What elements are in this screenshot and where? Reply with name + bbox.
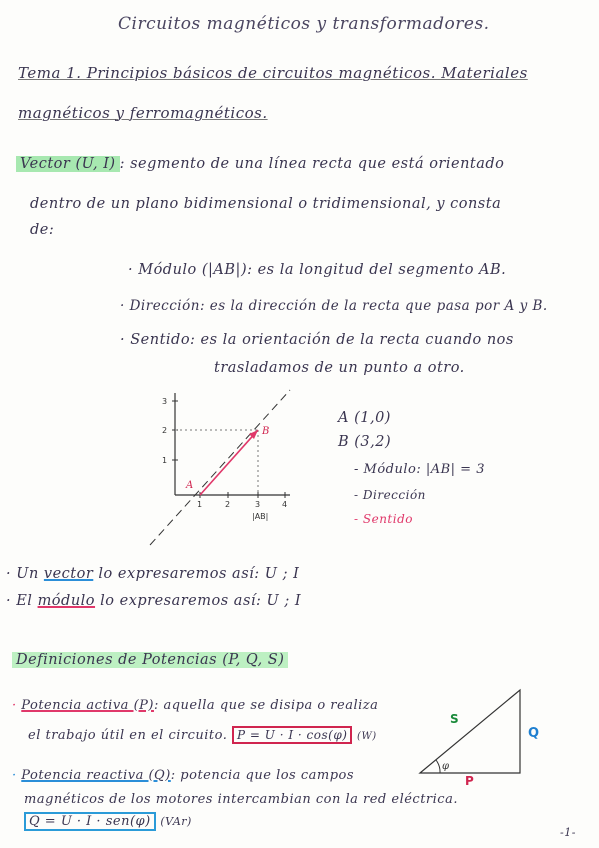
reactive-power-text-1: : potencia que los campos — [170, 768, 355, 783]
theme-line-1 — [18, 64, 528, 82]
direction-line — [150, 390, 290, 545]
bullet-sentido — [120, 332, 514, 348]
active-power-text-1: : aquella que se disipa o realiza — [153, 698, 379, 713]
vector-def-line-1 — [16, 156, 504, 172]
reactive-power-formula: Q = U · I · sen(φ) — [24, 812, 156, 831]
expr-vector-word: vector — [43, 566, 94, 582]
point-b: B (3,2) — [338, 434, 392, 450]
active-power-term: Potencia activa (P) — [21, 698, 154, 713]
bullet-dot: · — [12, 768, 22, 783]
reactive-power-line-3 — [24, 814, 192, 829]
active-power-text-2: el trabajo útil en el circuito. — [28, 728, 228, 743]
legend-direccion: - Dirección — [354, 488, 426, 502]
page-number: -1- — [560, 826, 576, 839]
bullet-modulo — [128, 262, 506, 278]
expr-vector-prefix: · Un — [6, 566, 39, 582]
bullet-dot: · — [128, 262, 139, 278]
label-p: P — [465, 774, 474, 785]
point-a: A (1,0) — [338, 410, 391, 426]
point-b-label: B — [262, 426, 270, 437]
label-q: Q — [528, 726, 540, 741]
y-tick-label: 3 — [162, 397, 168, 406]
power-heading-text: Definiciones de Potencias (P, Q, S) — [12, 652, 288, 668]
active-power-formula: P = U · I · cos(φ) — [232, 726, 352, 744]
expr-modulo-word: módulo — [37, 593, 96, 609]
triangle-shape — [420, 690, 520, 773]
vector-def-line-3: de: — [30, 222, 55, 238]
expr-modulo-rest: lo expresaremos así: U ; I — [100, 593, 302, 609]
reactive-power-unit: (VAr) — [160, 815, 192, 828]
expr-modulo-prefix: · El — [6, 593, 33, 609]
bullet-dot: · — [120, 332, 131, 348]
theme-line-2 — [18, 104, 268, 122]
legend-modulo: - Módulo: |AB| = 3 — [354, 462, 485, 477]
power-triangle — [410, 685, 560, 785]
label-s: S — [450, 712, 459, 726]
point-a-label: A — [186, 480, 194, 491]
bullet-dot: · — [12, 698, 22, 713]
bullet-dot: · — [120, 298, 130, 314]
x-tick-label: 1 — [197, 500, 203, 509]
vector-arrow — [200, 430, 258, 495]
vector-def-line-2: dentro de un plano bidimensional o tridimensional, y consta — [30, 196, 502, 212]
expr-vector — [6, 566, 299, 582]
bullet-sentido-text-1: Sentido: es la orientación de la recta cuando nos — [130, 332, 514, 348]
vector-term: Vector (U, I) — [16, 156, 120, 172]
x-tick-label: 2 — [225, 500, 231, 509]
x-tick-label: 3 — [255, 500, 261, 509]
active-power-line-1 — [12, 698, 378, 713]
legend-sentido: - Sentido — [354, 512, 413, 526]
theme-text-2: magnéticos y ferromagnéticos. — [18, 104, 268, 122]
bullet-direccion — [120, 298, 548, 314]
vector-graph — [140, 385, 310, 550]
angle-phi: φ — [442, 761, 450, 772]
expr-modulo — [6, 593, 301, 609]
reactive-power-term: Potencia reactiva (Q) — [21, 768, 171, 783]
bullet-sentido-text-2: trasladamos de un punto a otro. — [214, 360, 465, 376]
active-power-unit: (W) — [357, 731, 377, 742]
page-title: Circuitos magnéticos y transformadores. — [118, 14, 490, 34]
active-power-line-2 — [28, 728, 377, 743]
x-tick-label: 4 — [282, 500, 288, 509]
y-tick-label: 2 — [162, 426, 168, 435]
vector-def-text-1: : segmento de una línea recta que está orientado — [119, 156, 505, 172]
theme-text-1: Tema 1. Principios básicos de circuitos magnéticos. Materiales — [18, 64, 528, 82]
reactive-power-line-2: magnéticos de los motores intercambian con la red eléctrica. — [24, 792, 458, 807]
bullet-direccion-text: Dirección: es la dirección de la recta que pasa por A y B. — [129, 298, 548, 314]
power-heading — [12, 652, 288, 668]
y-tick-label: 1 — [162, 456, 168, 465]
reactive-power-line-1 — [12, 768, 354, 783]
angle-arc — [436, 760, 440, 773]
bullet-modulo-text: Módulo (|AB|): es la longitud del segmento AB. — [138, 262, 507, 278]
x-caption: |AB| — [252, 512, 269, 521]
expr-vector-rest: lo expresaremos así: U ; I — [98, 566, 300, 582]
